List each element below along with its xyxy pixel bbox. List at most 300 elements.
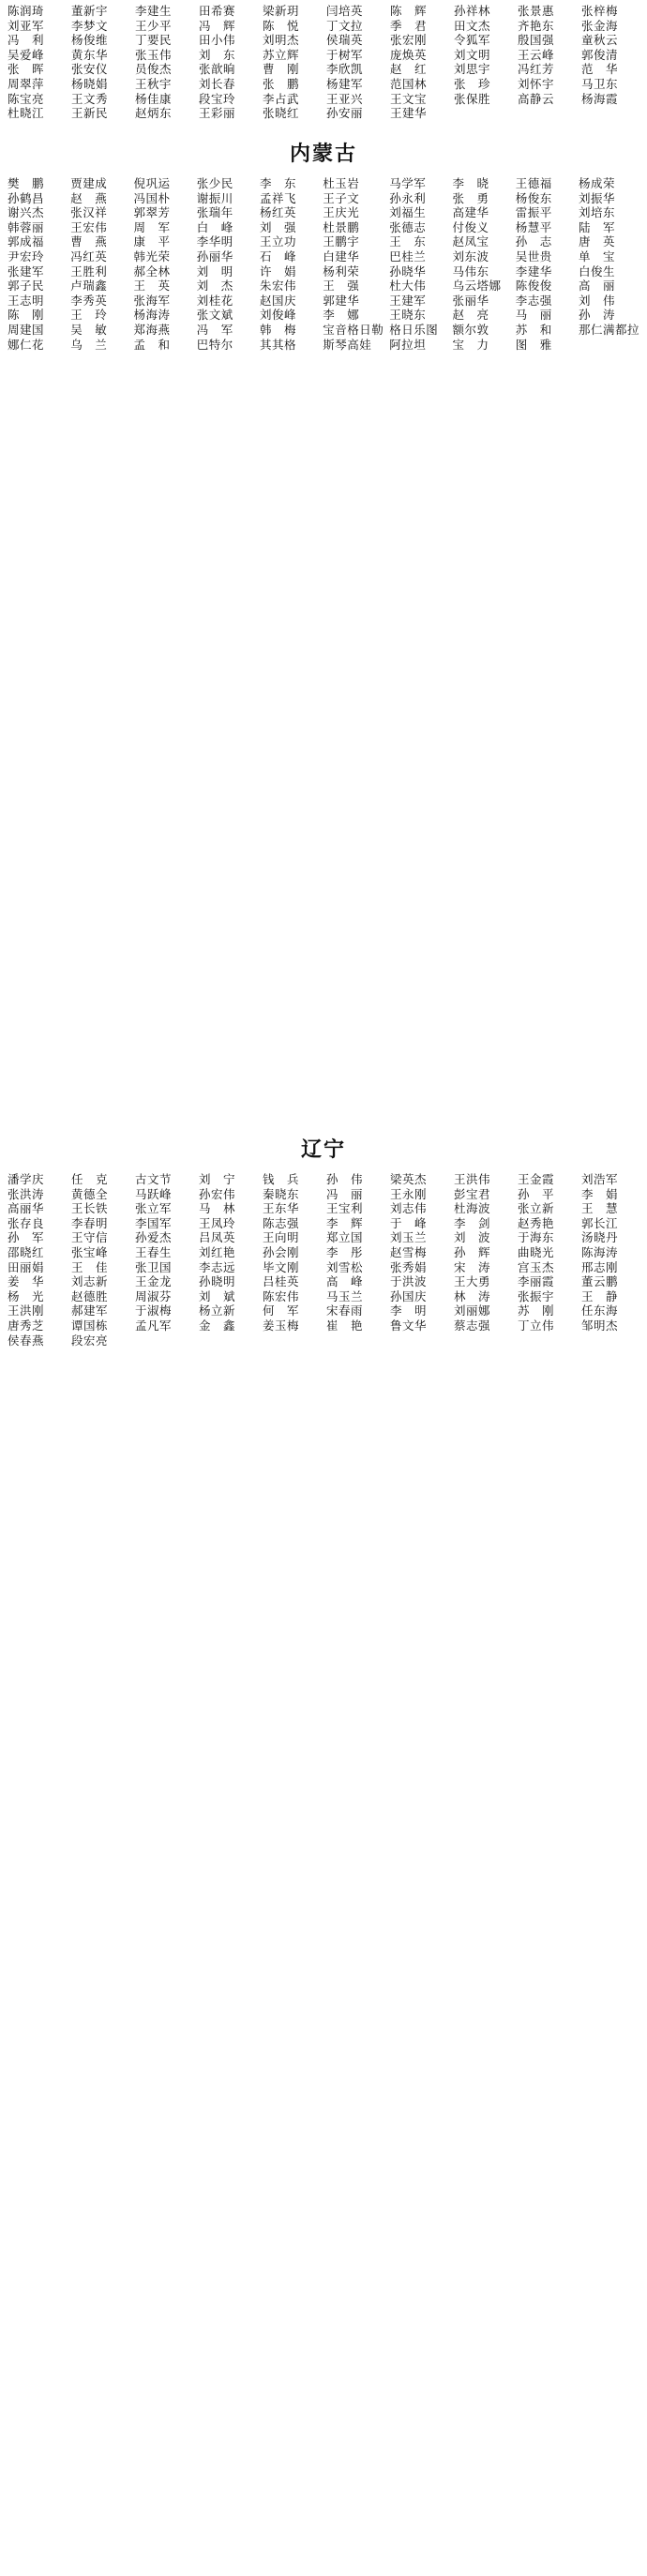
person-name: 丁立伟 (518, 1318, 555, 1333)
name-grid-inner-mongolia (8, 176, 639, 352)
person-name: 图 雅 (515, 337, 552, 352)
person-name: 张卫国 (135, 1259, 173, 1274)
person-name: 李欣凯 (326, 62, 364, 77)
person-name: 杨建军 (326, 76, 364, 91)
person-name: 周 军 (133, 219, 171, 234)
person-name: 刘东波 (452, 249, 489, 264)
person-name: 孙 平 (518, 1186, 555, 1201)
person-name: 杨红英 (259, 205, 296, 220)
person-name: 郑海燕 (133, 322, 171, 337)
person-name: 孙 辉 (454, 1244, 491, 1259)
person-name: 陈宝亮 (8, 91, 45, 106)
person-name: 林 涛 (454, 1288, 491, 1303)
person-name: 张丽华 (452, 293, 489, 308)
person-name: 孙 军 (8, 1230, 45, 1245)
person-name: 李国军 (135, 1215, 173, 1230)
person-name: 陈海涛 (581, 1244, 619, 1259)
person-name: 格日乐图 (389, 322, 439, 337)
person-name: 杨俊东 (515, 190, 552, 205)
person-name: 孙国庆 (390, 1288, 428, 1303)
person-name: 古文节 (135, 1172, 173, 1186)
person-name: 孟 和 (133, 337, 171, 352)
person-name: 毕文刚 (263, 1259, 300, 1274)
person-name: 贾建成 (70, 176, 108, 190)
person-name: 张歆晌 (199, 62, 236, 77)
person-name: 张景惠 (518, 4, 555, 18)
person-name: 王庆光 (323, 205, 360, 220)
person-name: 尹宏玲 (8, 249, 45, 264)
person-name: 郝全林 (133, 264, 171, 279)
person-name: 杨 光 (8, 1288, 45, 1303)
person-name: 冯 丽 (326, 1186, 364, 1201)
person-name: 于海东 (518, 1230, 555, 1245)
person-name: 孙祥林 (454, 4, 491, 18)
person-name: 杜玉岩 (323, 176, 360, 190)
person-name: 田小伟 (199, 33, 236, 48)
person-name: 杨佳康 (135, 91, 173, 106)
person-name: 倪巩运 (133, 176, 171, 190)
person-name: 王金霞 (518, 1172, 555, 1186)
person-name: 杜大伟 (389, 279, 427, 294)
person-name: 李 明 (390, 1303, 428, 1318)
person-name: 刘俊峰 (259, 308, 296, 323)
person-name: 乌云塔娜 (452, 279, 502, 294)
person-name: 董云鹏 (581, 1274, 619, 1289)
person-name: 谢兴杰 (8, 205, 45, 220)
person-name: 侯春燕 (8, 1333, 45, 1348)
person-name: 李 彤 (326, 1244, 364, 1259)
person-name: 殷国强 (518, 33, 555, 48)
person-name: 巴特尔 (196, 337, 233, 352)
person-name: 王永刚 (390, 1186, 428, 1201)
person-name: 刘亚军 (8, 18, 45, 33)
person-name: 雷振平 (515, 205, 552, 220)
name-list-section-top (8, 4, 639, 129)
person-name: 张汉祥 (70, 205, 108, 220)
person-name: 冯红英 (70, 249, 108, 264)
person-name: 高 丽 (578, 279, 615, 294)
person-name: 李 娜 (323, 308, 360, 323)
person-name: 郭翠芳 (133, 205, 171, 220)
person-name: 赵凤宝 (452, 234, 489, 249)
person-name: 陈俊俊 (515, 279, 552, 294)
person-name: 苏 刚 (518, 1303, 555, 1318)
person-name: 刘丽娜 (454, 1303, 491, 1318)
person-name: 宫玉杰 (518, 1259, 555, 1274)
person-name: 田文杰 (454, 18, 491, 33)
person-name: 彭宝君 (454, 1186, 491, 1201)
person-name: 陈 辉 (390, 4, 428, 18)
person-name: 梁新玥 (263, 4, 300, 18)
person-name: 于 峰 (390, 1215, 428, 1230)
person-name: 王新民 (71, 106, 109, 121)
person-name: 田丽娟 (8, 1259, 45, 1274)
person-name: 杨俊维 (71, 33, 109, 48)
person-name: 刘红艳 (199, 1244, 236, 1259)
person-name: 张振宇 (518, 1288, 555, 1303)
person-name: 刘志新 (71, 1274, 109, 1289)
person-name: 康 平 (133, 234, 171, 249)
person-name: 杜海波 (454, 1201, 491, 1216)
person-name: 王建华 (390, 106, 428, 121)
person-name: 郭长江 (581, 1215, 619, 1230)
person-name: 郝建军 (71, 1303, 109, 1318)
person-name: 于洪波 (390, 1274, 428, 1289)
name-grid-liaoning (8, 1172, 639, 1348)
person-name: 曹 燕 (70, 234, 108, 249)
person-name: 谢振川 (196, 190, 233, 205)
person-name: 令狐军 (454, 33, 491, 48)
person-name: 丁要民 (135, 33, 173, 48)
person-name: 张少民 (196, 176, 233, 190)
person-name: 赵 亮 (452, 308, 489, 323)
person-name: 单 宝 (578, 249, 615, 264)
person-name: 庞焕英 (390, 47, 428, 62)
person-name: 娜仁花 (8, 337, 45, 352)
person-name: 陈宏伟 (263, 1288, 300, 1303)
person-name: 齐艳东 (518, 18, 555, 33)
person-name: 李华明 (196, 234, 233, 249)
person-name: 刘思宇 (454, 62, 491, 77)
person-name: 孙晓华 (389, 264, 427, 279)
person-name: 孙宏伟 (199, 1186, 236, 1201)
person-name: 张建军 (8, 264, 45, 279)
person-name: 王东华 (263, 1201, 300, 1216)
person-name: 孙永利 (389, 190, 427, 205)
person-name: 王鹏宇 (323, 234, 360, 249)
person-name: 刘 东 (199, 47, 236, 62)
person-name: 王云峰 (518, 47, 555, 62)
person-name: 张宝峰 (71, 1244, 109, 1259)
person-name: 张海军 (133, 293, 171, 308)
person-name: 刘桂花 (196, 293, 233, 308)
person-name: 高丽华 (8, 1201, 45, 1216)
person-name: 陈润琦 (8, 4, 45, 18)
person-name: 马 林 (199, 1201, 236, 1216)
person-name: 韩 梅 (259, 322, 296, 337)
person-name: 王宝利 (326, 1201, 364, 1216)
person-name: 孟祥飞 (259, 190, 296, 205)
person-name: 王 佳 (71, 1259, 109, 1274)
person-name: 吴 敏 (70, 322, 108, 337)
person-name: 张安仪 (71, 62, 109, 77)
person-name: 段宝玲 (199, 91, 236, 106)
person-name: 王长铁 (71, 1201, 109, 1216)
person-name: 张晓红 (263, 106, 300, 121)
person-name: 王文宝 (390, 91, 428, 106)
name-list-section-liaoning (8, 1125, 639, 2576)
person-name: 阿拉坦 (389, 337, 427, 352)
person-name: 杜晓江 (8, 106, 45, 121)
person-name: 黄德全 (71, 1186, 109, 1201)
person-name: 王 慧 (581, 1201, 619, 1216)
person-name: 冯国朴 (133, 190, 171, 205)
person-name: 孙爱杰 (135, 1230, 173, 1245)
person-name: 李占武 (263, 91, 300, 106)
person-name: 郑立国 (326, 1230, 364, 1245)
person-name: 赵秀艳 (518, 1215, 555, 1230)
person-name: 杨海霞 (581, 91, 619, 106)
person-name: 冯 辉 (199, 18, 236, 33)
person-name: 王洪伟 (454, 1172, 491, 1186)
person-name: 李秀英 (70, 293, 108, 308)
person-name: 曹 刚 (263, 62, 300, 77)
person-name: 李梦文 (71, 18, 109, 33)
person-name: 吴爱峰 (8, 47, 45, 62)
person-name: 赵雪梅 (390, 1244, 428, 1259)
person-name: 王 强 (323, 279, 360, 294)
person-name: 宝音格日勒 (323, 322, 384, 337)
person-name: 王 东 (389, 234, 427, 249)
person-name: 刘文明 (454, 47, 491, 62)
person-name: 邹明杰 (581, 1318, 619, 1333)
person-name: 孙 涛 (578, 308, 615, 323)
person-name: 宝 力 (452, 337, 489, 352)
person-name: 卢瑞鑫 (70, 279, 108, 294)
person-name: 王金龙 (135, 1274, 173, 1289)
person-name: 董新宇 (71, 4, 109, 18)
person-name: 秦晓东 (263, 1186, 300, 1201)
person-name: 王建军 (389, 293, 427, 308)
person-name: 张 勇 (452, 190, 489, 205)
person-name: 王向明 (263, 1230, 300, 1245)
person-name: 宋 涛 (454, 1259, 491, 1274)
person-name: 孙鹤昌 (8, 190, 45, 205)
person-name: 王少平 (135, 18, 173, 33)
person-name: 刘浩军 (581, 1172, 619, 1186)
name-list-section-inner-mongolia (8, 129, 639, 1125)
person-name: 何 军 (263, 1303, 300, 1318)
person-name: 范 华 (581, 62, 619, 77)
person-name: 张存良 (8, 1215, 45, 1230)
person-name: 李志强 (515, 293, 552, 308)
person-name: 杨慧平 (515, 219, 552, 234)
person-name: 付俊义 (452, 219, 489, 234)
person-name: 赵国庆 (259, 293, 296, 308)
person-name: 马玉兰 (326, 1288, 364, 1303)
person-name: 刘 宁 (199, 1172, 236, 1186)
person-name: 陆 军 (578, 219, 615, 234)
person-name: 李 娟 (581, 1186, 619, 1201)
person-name: 白 峰 (196, 219, 233, 234)
section-heading-liaoning: 辽宁 (300, 1138, 346, 1162)
person-name: 王志明 (8, 293, 45, 308)
person-name: 那仁满都拉 (578, 322, 639, 337)
person-name: 郭建华 (323, 293, 360, 308)
person-name: 于淑梅 (135, 1303, 173, 1318)
person-name: 高建华 (452, 205, 489, 220)
person-name: 许 娟 (259, 264, 296, 279)
person-name: 刘志伟 (390, 1201, 428, 1216)
person-name: 赵炳东 (135, 106, 173, 121)
person-name: 王宏伟 (70, 219, 108, 234)
person-name: 孙 志 (515, 234, 552, 249)
person-name: 陈 悦 (263, 18, 300, 33)
person-name: 王 玲 (70, 308, 108, 323)
person-name: 王守信 (71, 1230, 109, 1245)
person-name: 白俊生 (578, 264, 615, 279)
person-name: 刘 明 (196, 264, 233, 279)
person-name: 张秀娟 (390, 1259, 428, 1274)
person-name: 周建国 (8, 322, 45, 337)
person-name: 张文斌 (196, 308, 233, 323)
person-name: 杨利荣 (323, 264, 360, 279)
person-name: 张立新 (518, 1201, 555, 1216)
person-name: 冯 军 (196, 322, 233, 337)
person-name: 鲁文华 (390, 1318, 428, 1333)
person-name: 姜 华 (8, 1274, 45, 1289)
person-name: 刘玉兰 (390, 1230, 428, 1245)
section-heading-inner-mongolia: 内蒙古 (289, 143, 357, 166)
person-name: 其其格 (259, 337, 296, 352)
person-name: 张瑞年 (196, 205, 233, 220)
person-name: 孙安丽 (326, 106, 364, 121)
person-name: 王德福 (515, 176, 552, 190)
person-name: 张玉伟 (135, 47, 173, 62)
person-name: 孙会刚 (263, 1244, 300, 1259)
person-name: 张宏刚 (390, 33, 428, 48)
person-name: 巴桂兰 (389, 249, 427, 264)
person-name: 马 丽 (515, 308, 552, 323)
person-name: 王文秀 (71, 91, 109, 106)
person-name: 张 晖 (8, 62, 45, 77)
person-name: 刘明杰 (263, 33, 300, 48)
person-name: 李 东 (259, 176, 296, 190)
person-name: 马伟东 (452, 264, 489, 279)
person-name: 王 静 (581, 1288, 619, 1303)
person-name: 刘怀宇 (518, 76, 555, 91)
person-name: 王亚兴 (326, 91, 364, 106)
person-name: 邵晓红 (8, 1244, 45, 1259)
person-name: 马卫东 (581, 76, 619, 91)
person-name: 于树军 (326, 47, 364, 62)
person-name: 唐秀芝 (8, 1318, 45, 1333)
person-name: 刘 伟 (578, 293, 615, 308)
person-name: 潘学庆 (8, 1172, 45, 1186)
person-name: 周淑芬 (135, 1288, 173, 1303)
person-name: 张 鹏 (263, 76, 300, 91)
person-name: 刘福生 (389, 205, 427, 220)
person-name: 张洪涛 (8, 1186, 45, 1201)
person-name: 孙晓明 (199, 1274, 236, 1289)
person-name: 王立功 (259, 234, 296, 249)
person-name: 赵德胜 (71, 1288, 109, 1303)
person-name: 蔡志强 (454, 1318, 491, 1333)
person-name: 张立军 (135, 1201, 173, 1216)
person-name: 王洪刚 (8, 1303, 45, 1318)
person-name: 郭子民 (8, 279, 45, 294)
person-name: 赵 红 (390, 62, 428, 77)
name-grid-top (8, 4, 639, 121)
person-name: 张德志 (389, 219, 427, 234)
person-name: 樊 鹏 (8, 176, 45, 190)
person-name: 金 鑫 (199, 1318, 236, 1333)
person-name: 田希赛 (199, 4, 236, 18)
person-name: 王彩丽 (199, 106, 236, 121)
person-name: 王胜利 (70, 264, 108, 279)
person-name: 崔 艳 (326, 1318, 364, 1333)
person-name: 李 剑 (454, 1215, 491, 1230)
person-name: 任 克 (71, 1172, 109, 1186)
person-name: 孟凡军 (135, 1318, 173, 1333)
person-name: 李春明 (71, 1215, 109, 1230)
person-name: 刘 杰 (196, 279, 233, 294)
person-name: 梁英杰 (390, 1172, 428, 1186)
person-name: 韩光荣 (133, 249, 171, 264)
person-name: 冯 利 (8, 33, 45, 48)
person-name: 童秋云 (581, 33, 619, 48)
person-name: 冯红芳 (518, 62, 555, 77)
person-name: 李志远 (199, 1259, 236, 1274)
person-name: 周翠萍 (8, 76, 45, 91)
person-name: 范国林 (390, 76, 428, 91)
person-name: 杜景鹏 (323, 219, 360, 234)
person-name: 刘振华 (578, 190, 615, 205)
person-name: 杨海涛 (133, 308, 171, 323)
person-name: 李丽霞 (518, 1274, 555, 1289)
person-name: 宋春雨 (326, 1303, 364, 1318)
person-name: 王晓东 (389, 308, 427, 323)
person-name: 郭成福 (8, 234, 45, 249)
person-name: 季 君 (390, 18, 428, 33)
person-name: 斯琴高娃 (323, 337, 372, 352)
person-name: 刘 斌 (199, 1288, 236, 1303)
person-name: 闫培英 (326, 4, 364, 18)
person-name: 任东海 (581, 1303, 619, 1318)
person-name: 陈志强 (263, 1215, 300, 1230)
person-name: 吴世贵 (515, 249, 552, 264)
person-name: 赵 燕 (70, 190, 108, 205)
person-name: 刘培东 (578, 205, 615, 220)
person-name: 刘长春 (199, 76, 236, 91)
person-name: 石 峰 (259, 249, 296, 264)
person-name: 丁文拉 (326, 18, 364, 33)
person-name: 吕桂英 (263, 1274, 300, 1289)
person-name: 唐 英 (578, 234, 615, 249)
person-name: 韩蓉丽 (8, 219, 45, 234)
person-name: 张金海 (581, 18, 619, 33)
person-name: 刘雪松 (326, 1259, 364, 1274)
person-name: 刘 波 (454, 1230, 491, 1245)
person-name: 王春生 (135, 1244, 173, 1259)
person-name: 额尔敦 (452, 322, 489, 337)
person-name: 高静云 (518, 91, 555, 106)
person-name: 苏 和 (515, 322, 552, 337)
person-name: 曲晓光 (518, 1244, 555, 1259)
person-name: 李建华 (515, 264, 552, 279)
person-name: 孙丽华 (196, 249, 233, 264)
person-name: 杨成荣 (578, 176, 615, 190)
person-name: 李建生 (135, 4, 173, 18)
person-name: 王 英 (133, 279, 171, 294)
person-name: 李 辉 (326, 1215, 364, 1230)
person-name: 孙 伟 (326, 1172, 364, 1186)
person-name: 高 峰 (326, 1274, 364, 1289)
person-name: 朱宏伟 (259, 279, 296, 294)
person-name: 侯瑞英 (326, 33, 364, 48)
person-name: 张 珍 (454, 76, 491, 91)
person-name: 王秋宇 (135, 76, 173, 91)
person-name: 汤晓丹 (581, 1230, 619, 1245)
person-name: 马跃峰 (135, 1186, 173, 1201)
person-name: 李 晓 (452, 176, 489, 190)
person-name: 陈 刚 (8, 308, 45, 323)
person-name: 黄东华 (71, 47, 109, 62)
person-name: 张梓梅 (581, 4, 619, 18)
person-name: 员俊杰 (135, 62, 173, 77)
person-name: 郭俊清 (581, 47, 619, 62)
person-name: 杨立新 (199, 1303, 236, 1318)
